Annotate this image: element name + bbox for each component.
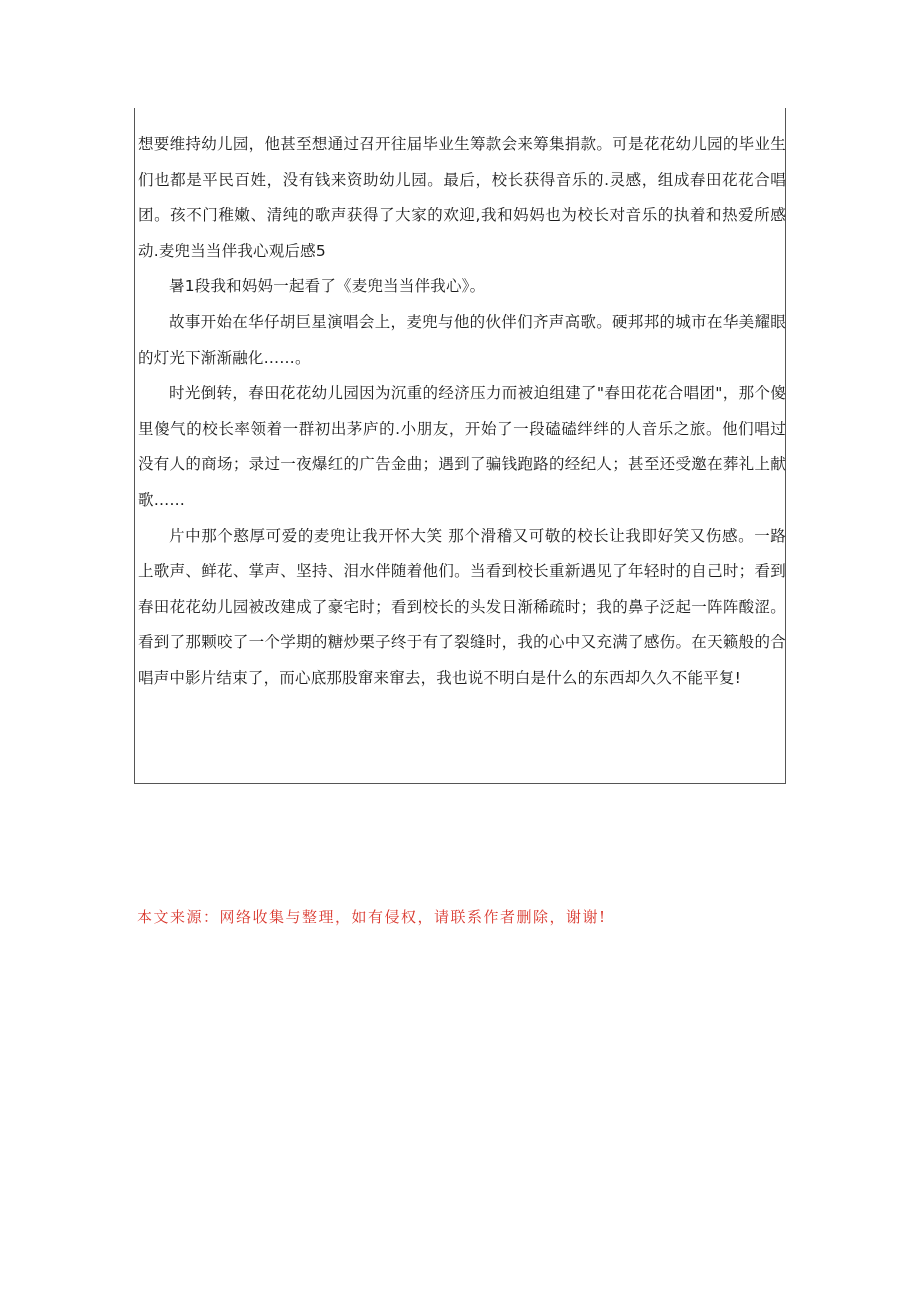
- paragraph-2: 暑1段我和妈妈一起看了《麦兜当当伴我心》。: [169, 277, 486, 296]
- paragraph-3: 故事开始在华仔胡巨星演唱会上，麦兜与他的伙伴们齐声高歌。硬邦邦的城市在华美耀眼的灯光下渐渐融化……。: [138, 312, 786, 367]
- article-body: [138, 127, 786, 697]
- paragraph-4: 时光倒转，春田花花幼儿园因为沉重的经济压力而被迫组建了"春田花花合唱团"，那个傻里傻气的校长率领着一群初出茅庐的.小朋友，开始了一段磕磕绊绊的人音乐之旅。他们唱过没有人的商场；录过一夜爆红的广告金曲；遇到了骗钱跑路的经纪人；甚至还受邀在葬礼上献歌……: [138, 384, 786, 509]
- paragraph-5: 片中那个憨厚可爱的麦兜让我开怀大笑 那个滑稽又可敬的校长让我即好笑又伤感。一路上歌声、鲜花、掌声、坚持、泪水伴随着他们。当看到校长重新遇见了年轻时的自己时；看到春田花花幼儿园被改建成了豪宅时；看到校长的头发日渐稀疏时；我的鼻子泛起一阵阵酸涩。看到了那颗咬了一个学期的糖炒栗子终于有了裂缝时，我的心中又充满了感伤。在天籁般的合唱声中影片结束了，而心底那股窜来窜去，我也说不明白是什么的东西却久久不能平复!: [138, 526, 786, 687]
- source-note: 本文来源：网络收集与整理，如有侵权，请联系作者删除，谢谢!: [137, 908, 607, 926]
- paragraph-1: 想要维持幼儿园，他甚至想通过召开往届毕业生筹款会来筹集捐款。可是花花幼儿园的毕业生们也都是平民百姓，没有钱来资助幼儿园。最后，校长获得音乐的.灵感，组成春田花花合唱团。孩不门稚嫩、清纯的歌声获得了大家的欢迎,我和妈妈也为校长对音乐的执着和热爱所感动.麦兜当当伴我心观后感5: [138, 135, 786, 260]
